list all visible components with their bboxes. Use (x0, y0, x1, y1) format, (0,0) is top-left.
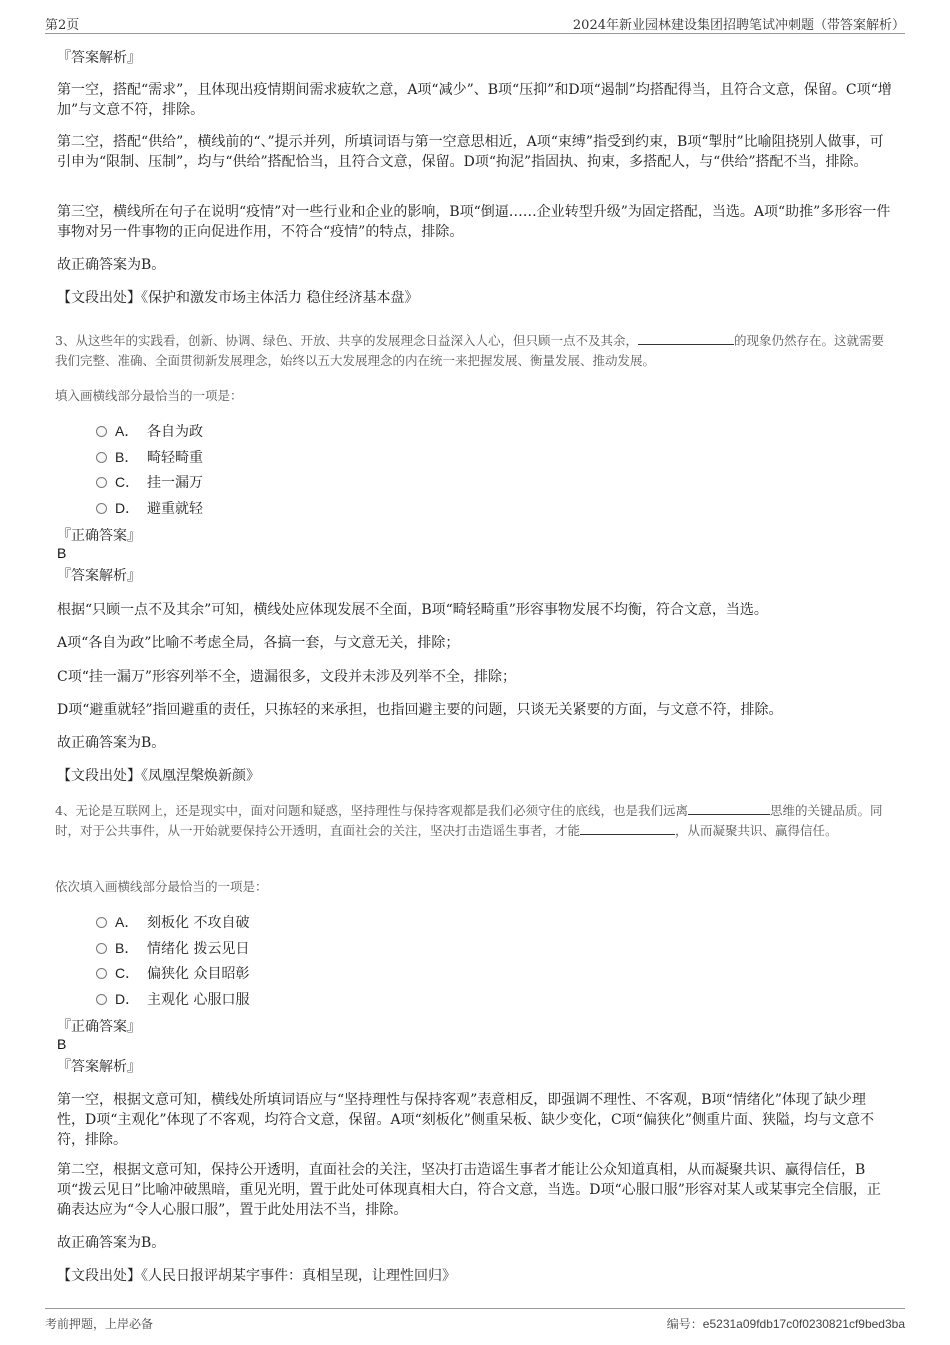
q2-conclusion: 故正确答案为B。 (57, 257, 166, 273)
q3-blank (638, 333, 734, 345)
q4-option-b[interactable]: B． 情绪化 拨云见日 (96, 938, 249, 958)
radio-icon[interactable] (96, 477, 107, 488)
radio-icon[interactable] (96, 452, 107, 463)
q4-analysis-label: 『答案解析』 (57, 1059, 141, 1075)
q2-analysis-label: 『答案解析』 (57, 50, 141, 66)
footer-code: 编号：e5231a09fdb17c0f0230821cf9bed3ba (666, 1317, 905, 1331)
page-footer (45, 1308, 905, 1334)
q4-source: 【文段出处】《人民日报评胡某宇事件：真相呈现，让理性回归》 (57, 1268, 456, 1284)
q4-conclusion: 故正确答案为B。 (57, 1235, 166, 1251)
q3-conclusion: 故正确答案为B。 (57, 735, 166, 751)
q4-option-c[interactable]: C． 偏狭化 众目昭彰 (96, 963, 249, 983)
q3-answer: B (57, 545, 67, 561)
radio-icon[interactable] (96, 943, 107, 954)
q3-analysis-label: 『答案解析』 (57, 568, 141, 584)
footer-slogan: 考前押题，上岸必备 (45, 1317, 154, 1331)
q3-correct-label: 『正确答案』 (57, 528, 141, 544)
q3-analysis-p3: C项“挂一漏万”形容列举不全，遗漏很多，文段并未涉及列举不全，排除； (57, 669, 517, 685)
q4-answer: B (57, 1036, 67, 1052)
page-number: 第2页 (45, 18, 80, 33)
q4-prompt: 依次填入画横线部分最恰当的一项是： (55, 879, 268, 894)
q4-analysis-p1: 第一空，根据文意可知，横线处所填词语应与“坚持理性与保持客观”表意相反，即强调不理性、不客观，B项“情绪化”体现了缺少理性，D项“主观化”体现了不客观，均符合文意，保留。A项“刻板化”侧重呆板、缺少变化，C项“偏狭化”侧重片面、狭隘，均与文意不符，排除。 (57, 1092, 874, 1148)
q2-source: 【文段出处】《保护和激发市场主体活力 稳住经济基本盘》 (57, 290, 419, 306)
radio-icon[interactable] (96, 426, 107, 437)
q3-stem: 3、从这些年的实践看，创新、协调、绿色、开放、共享的发展理念日益深入人心，但只顾一点不及其余， 的现象仍然存在。这就需要我们完整、准确、全面贯彻新发展理念，始终以五大发展理念的内在统一来把握发展、衡量发展、推动发展。 (55, 333, 884, 368)
q2-analysis-p1: 第一空，搭配“需求”，且体现出疫情期间需求疲软之意，A项“减少”、B项“压抑”和D项“遏制”均搭配得当，且符合文意，保留。C项“增加”与文意不符，排除。 (57, 82, 892, 118)
q3-option-b[interactable]: B． 畸轻畸重 (96, 447, 203, 467)
q4-blank-2 (580, 823, 675, 835)
radio-icon[interactable] (96, 994, 107, 1005)
q3-option-d[interactable]: D． 避重就轻 (96, 498, 203, 518)
q3-prompt: 填入画横线部分最恰当的一项是： (55, 388, 243, 403)
q4-stem: 4、无论是互联网上，还是现实中，面对问题和疑惑，坚持理性与保持客观都是我们必须守住的底线，也是我们远离 思维的关键品质。同时，对于公共事件，从一开始就要保持公开透明，直面社会的关注，坚决打击造谣生事者，才能 ，从而凝聚共识、赢得信任。 (55, 803, 883, 838)
q3-analysis-p1: 根据“只顾一点不及其余”可知，横线处应体现发展不全面，B项“畸轻畸重”形容事物发展不均衡，符合文意，当选。 (57, 602, 768, 618)
q4-correct-label: 『正确答案』 (57, 1019, 141, 1035)
radio-icon[interactable] (96, 503, 107, 514)
radio-icon[interactable] (96, 968, 107, 979)
q2-analysis-p3: 第三空，横线所在句子在说明“疫情”对一些行业和企业的影响，B项“倒逼……企业转型升级”为固定搭配，当选。A项“助推”多形容一件事物对另一件事物的正向促进作用，不符合“疫情”的特点，排除。 (57, 204, 891, 240)
q3-source: 【文段出处】《凤凰涅槃焕新颜》 (57, 768, 260, 784)
q4-option-d[interactable]: D． 主观化 心服口服 (96, 989, 249, 1009)
q2-analysis-p2: 第二空，搭配“供给”，横线前的“、”提示并列，所填词语与第一空意思相近，A项“束缚”指受到约束，B项“掣肘”比喻阻挠别人做事，可引申为“限制、压制”，均与“供给”搭配恰当，且符合文意，保留。D项“拘泥”指固执、拘束，多搭配人，与“供给”搭配不当，排除。 (57, 134, 884, 170)
q4-analysis-p2: 第二空，根据文意可知，保持公开透明，直面社会的关注，坚决打击造谣生事者才能让公众知道真相，从而凝聚共识、赢得信任，B项“拨云见日”比喻冲破黑暗，重见光明，置于此处可体现真相大白，符合文意，当选。D项“心服口服”形容对某人或某事完全信服，正确表达应为“令人心服口服”，置于此处用法不当，排除。 (57, 1162, 881, 1218)
q3-analysis-p4: D项“避重就轻”指回避重的责任，只拣轻的来承担，也指回避主要的问题，只谈无关紧要的方面，与文意不符，排除。 (57, 702, 783, 718)
q4-blank-1 (688, 803, 770, 815)
q4-option-a[interactable]: A． 刻板化 不攻自破 (96, 912, 249, 932)
radio-icon[interactable] (96, 917, 107, 928)
q3-option-c[interactable]: C． 挂一漏万 (96, 472, 203, 492)
page-header (45, 12, 905, 34)
q3-analysis-p2: A项“各自为政”比喻不考虑全局，各搞一套，与文意无关，排除； (57, 635, 460, 651)
document-title: 2024年新业园林建设集团招聘笔试冲刺题（带答案解析） (572, 18, 905, 33)
q3-option-a[interactable]: A． 各自为政 (96, 421, 203, 441)
